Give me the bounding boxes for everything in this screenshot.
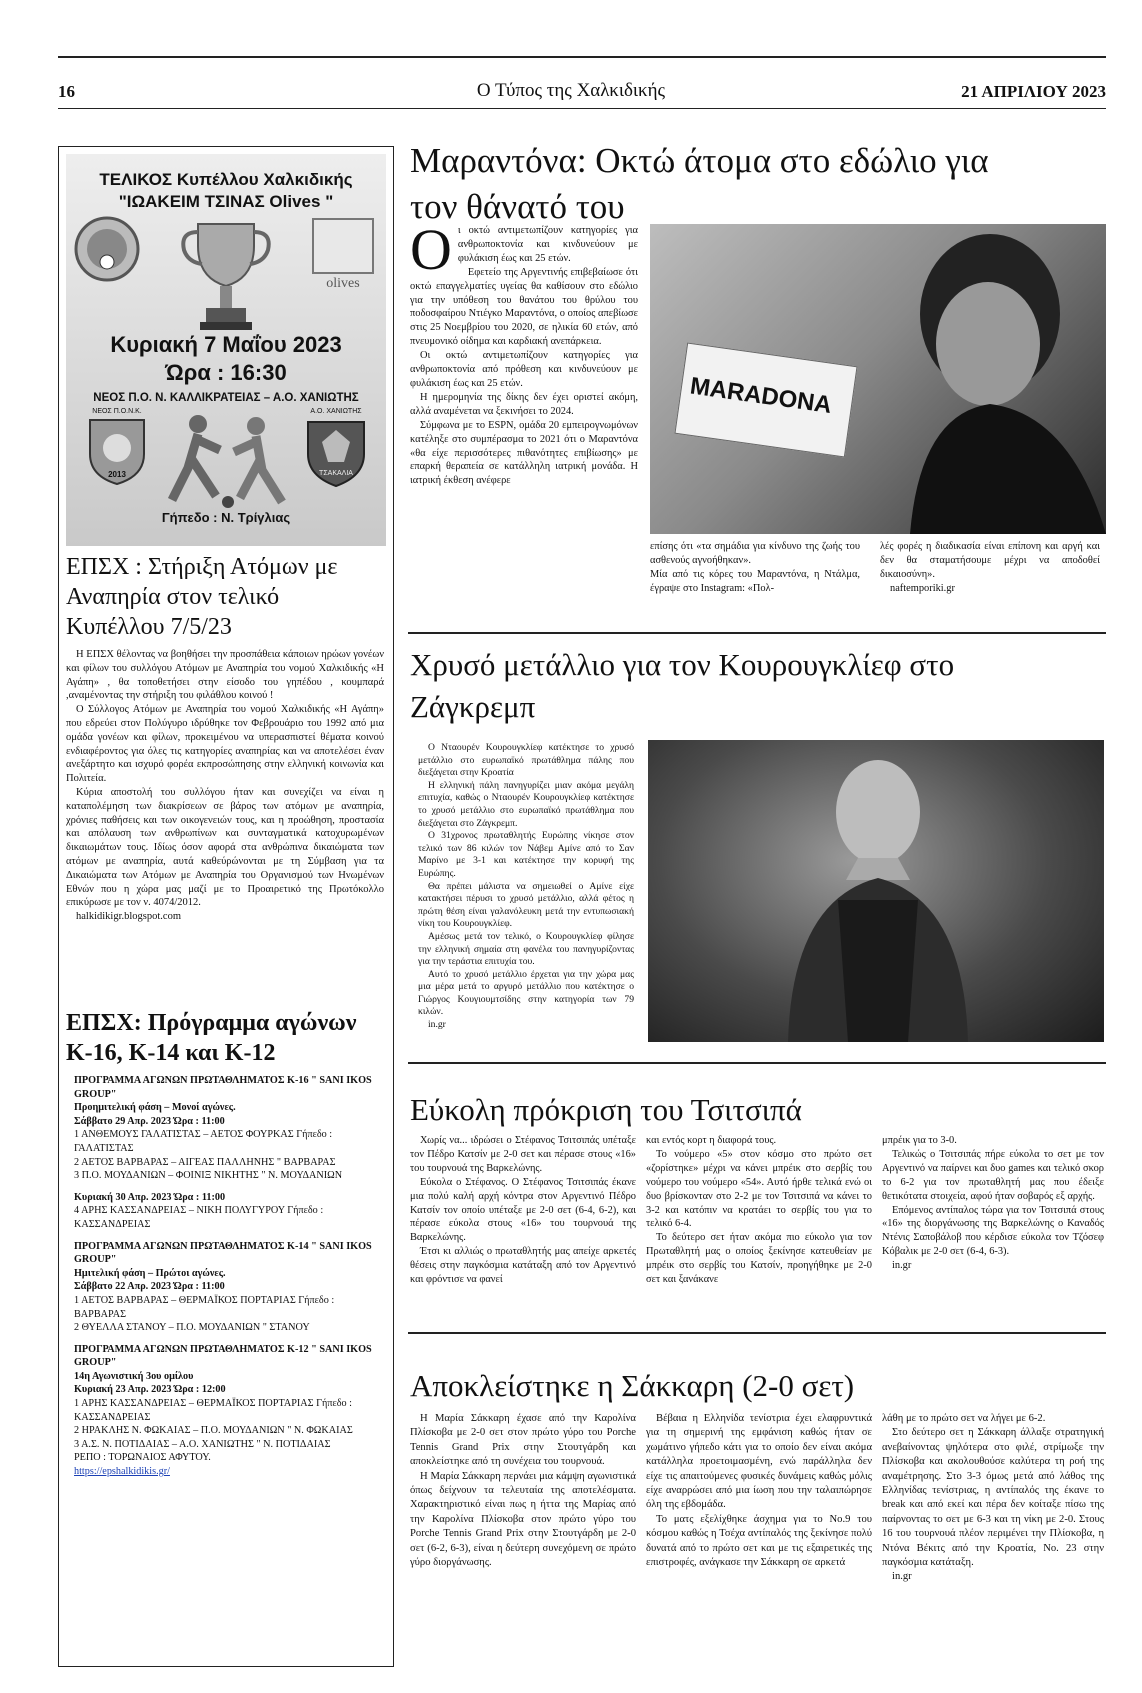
k12-rest: ΡΕΠΟ : ΤΟΡΩΝΑΙΟΣ ΑΦΥΤΟΥ. [74,1452,211,1464]
sakkari-paragraph: Το ματς εξελίχθηκε άσχημα για το Νο.9 του κόσμου καθώς η Τσέχα αντίπαλός της ξεκίνησε πολύ δυνατά από το πρώτο σετ και με τις εξαιρετικές της επιστροφές, ανάγκασε την Σάκκαρη σε αρκετά [646,1513,872,1569]
k16-day2: Κυριακή 30 Απρ. 2023 Ώρα : 11:00 [74,1191,226,1203]
neos-badge-name: ΝΕΟΣ Π.Ο.Ν.Κ. [92,408,142,415]
sakkari-paragraph: Η Μαρία Σάκκαρη έχασε από την Καρολίνα Πλίσκοβα με 2-0 σετ στον πρώτο γύρο του Porche Tennis Grand Prix στην Στουτγάρδη και αποκλείστηκε από τη συνέχεια του τουρνουά. [410,1413,636,1468]
epsx-schedule-headline: ΕΠΣΧ: Πρόγραμμα αγώνων Κ-16, Κ-14 και Κ-12 [66,1010,357,1066]
wrestler-photo [648,740,1104,1042]
tsitsipas-paragraph: Έτσι κι αλλιώς ο πρωταθλητής μας απείχε αρκετές θέσεις στην παγκόσμια κατάταξη από τον Αργεντινό και φρόντισε να φανεί [410,1246,636,1286]
k16-day1: Σάββατο 29 Απρ. 2023 Ώρα : 11:00 [74,1115,225,1127]
neos-badge-year: 2013 [108,470,126,479]
maradona-sign-text: MARADONA [688,372,834,420]
poster-date: Κυριακή 7 Μαΐου 2023 [110,332,342,357]
epsx-link[interactable]: https://epshalkidikis.gr/ [74,1466,170,1478]
tsitsipas-paragraph: Εύκολα ο Στέφανος. Ο Στέφανος Τσιτσιπάς έκανε μια πολύ καλή αρχή κόντρα στον Αργεντινό Πέδρο Κατσίν τον οποίο υπέταξε με 2-0 σετ (6-4, 6-2), και πέρασε εύκολα στους «16» του τουρνουά της Βαρκελώνης. [410,1176,636,1244]
sakkari-source: in.gr [892,1571,912,1583]
left-crest-icon [72,214,142,284]
rule-1 [408,632,1106,634]
k16-match: 3 Π.Ο. ΜΟΥΔΑΝΙΩΝ – ΦΟΙΝΙΞ ΝΙΚΗΤΗΣ " Ν. ΜΟΥΔΑΝΙΩΝ [74,1170,343,1182]
final-cup-poster [66,154,386,546]
top-rule [58,56,1106,58]
rule-2 [408,1062,1106,1064]
poster-venue: Γήπεδο : Ν. Τρίγλιας [161,510,291,525]
sakkari-paragraph: Η Μαρία Σάκκαρη περνάει μια κάμψη αγωνιστικά όπως δείχνουν τα τελευταία της αποτελέσματα. Χαρακτηριστικό είναι πως η ήττα της Μαρίας από την Καρολίνα Πλίσκοβα στον πρώτο γύρο του Porche Tennis Grand Prix στην Στουτγάρδη με 2-0 σετ (6-2, 6-3), είναι η δεύτερη συνεχόμενη σε πρώτο γύρο διοργάνωσης. [410,1470,636,1569]
k12-header: ΠΡΟΓΡΑΜΜΑ ΑΓΩΝΩΝ ΠΡΩΤΑΘΛΗΜΑΤΟΣ Κ-12 " SANI IKOS GROUP" [74,1343,372,1369]
sakkari-paragraph: λάθη με το πρώτο σετ να λήγει με 6-2. [882,1413,1046,1424]
sakkari-paragraph: Βέβαια η Ελληνίδα τενίστρια έχει ελαφρυντικά για τη σημερινή της εμφάνιση καθώς ήταν σε χωμάτινο γήπεδο κάτι για το οποίο δεν είναι ακόμα κατάλληλα προετοιμασμένη, ενώ παράλληλα δεν είχε τις απαιτούμενες φυσικές δυνάμεις καθώς μόλις είχε αναρρώσει από μια ίωση που την ταλαιπώρησε όλη της εβδομάδα. [646,1413,872,1511]
kourougliev-paragraph: Θα πρέπει μάλιστα να σημειωθεί ο Αμίνε είχε κατακτήσει πέρυσι το χρυσό μετάλλιο, αλλά φέτος η πρώτη θέση είναι γαλανόλευκη μετά την εντυπωσιακή νίκη του Κουρουγκλίεφ. [418,880,634,930]
tsitsipas-paragraph: μπρέικ για το 3-0. [882,1135,957,1146]
maradona-paragraph: Η ημερομηνία της δίκης δεν έχει οριστεί ακόμη, αλλά αναμένεται να ξεκινήσει το 2024. [410,391,638,417]
maradona-col3-text: λές φορές η διαδικασία είναι επίπονη και αργή και δεν θα σταματήσουμε μέχρι να αποδοθεί δικαιοσύνη». [880,541,1100,580]
maradona-dropcap: Ο [410,217,452,282]
epsx-paragraph: Η ΕΠΣΧ θέλοντας να βοηθήσει την προσπάθεια κάποιων ηρώων γονέων και φίλων του συλλόγου Ατόμων με Αναπηρία του νομού Χαλκιδικής «Η Αγάπη» , θα τοποθετήσει στην είσοδο του γηπέδου , κουμπαρά ,αναμένοντας την στήριξη του φιλάθλου κοινού ! [66,649,384,702]
wrestler-silhouette-icon [768,750,988,1042]
kourougliev-paragraph: Η ελληνική πάλη πανηγυρίζει μιαν ακόμα μεγάλη επιτυχία, καθώς ο Νταουρέν Κουρουγκλίεφ κατέκτησε το χρυσό μετάλλιο στο ευρωπαϊκό πρωτάθλημα που διεξάγεται στο Ζάγκρεμπ. [418,779,634,829]
k12-match: 2 ΗΡΑΚΛΗΣ Ν. ΦΩΚΑΙΑΣ – Π.Ο. ΜΟΥΔΑΝΙΩΝ " Ν. ΦΩΚΑΙΑΣ [74,1425,353,1437]
maradona-headline: Μαραντόνα: Οκτώ άτομα στο εδώλιο για τον θάνατό του [410,141,989,226]
k12-match: 1 ΑΡΗΣ ΚΑΣΣΑΝΔΡΕΙΑΣ – ΘΕΡΜΑΪΚΟΣ ΠΟΡΤΑΡΙΑΣ Γήπεδο : ΚΑΣΣΑΝΔΡΕΙΑΣ [74,1398,353,1423]
k14-match: 2 ΘΥΕΛΛΑ ΣΤΑΝΟΥ – Π.Ο. ΜΟΥΔΑΝΙΩΝ " ΣΤΑΝΟΥ [74,1322,310,1334]
newspaper-title: Ο Τύπος της Χαλκιδικής [476,80,666,101]
chaniotis-badge-name: Α.Ο. ΧΑΝΙΩΤΗΣ [310,408,362,415]
maradona-source: naftemporiki.gr [890,582,955,594]
page-number: 16 [58,82,75,101]
tsitsipas-paragraph: Το νούμερο «5» στον κόσμο στο πρώτο σετ «ζορίστηκε» μέχρι να κάνει μπρέικ στο σερβίς του νούμερο του νούμερο «54». Αυτό ήρθε τελικά ενώ οι δυο βρίσκονταν στο 2-2 με τον Τσιτσιπά να κάνει το 3-2 και κατόπιν να κρατάει το σερβίς του για το τελικό 6-4. [646,1148,872,1230]
maradona-paragraph: Εφετείο της Αργεντινής επιβεβαίωσε ότι οκτώ επαγγελματίες υγείας θα καθίσουν στο εδώλιο για την υπόθεση του θανάτου του θρύλου του ποδοσφαίρου Ντιέγκο Μαραντόνα, ο οποίος απεβίωσε στις 25 Νοεμβρίου του 2020, σε ηλικία 60 ετών, από πνευμονικό οίδημα και καρδιακή ανεπάρκεια. [410,266,638,348]
maradona-photo [650,224,1106,534]
tsitsipas-paragraph: Χωρίς να... ιδρώσει ο Στέφανος Τσιτσιπάς υπέταξε τον Πέδρο Κατσίν με 2-0 σετ και πέρασε στους «16» του τουρνουά της Βαρκελώνης. [410,1135,636,1174]
epsx-support-body [66,648,384,924]
tsitsipas-col3 [882,1134,1104,1273]
tsitsipas-paragraph: Το δεύτερο σετ ήταν ακόμα πιο εύκολο για τον Πρωταθλητή μας ο οποίος ξεκίνησε κατευθείαν με μπρέικ στο σερβίς του Κατσίν, προηγήθηκε με 2-0 σετ και ξανάκανε [646,1232,872,1286]
chaniotis-badge-area: ΤΣΑΚΑΛΙΑ [319,470,353,477]
kourougliev-paragraph: Αυτό το χρυσό μετάλλιο έρχεται για την χώρα μας μια μέρα μετά το αργυρό μετάλλιο που κατέκτησε ο Γιώργος Κουγιουμτσίδης στην κατηγορία των 79 κιλών. [418,968,634,1018]
k16-match: 4 ΑΡΗΣ ΚΑΣΣΑΝΔΡΕΙΑΣ – ΝΙΚΗ ΠΟΛΥΓΥΡΟΥ Γήπεδο : ΚΑΣΣΑΝΔΡΕΙΑΣ [74,1205,324,1230]
kourougliev-headline: Χρυσό μετάλλιο για τον Κουρουγκλίεφ στο Ζάγκρεμπ [410,647,955,724]
sakkari-col1 [410,1412,636,1570]
tsitsipas-paragraph: Τελικώς ο Τσιτσιπάς πήρε εύκολα το σετ με τον Αργεντινό να παίρνει και δυο games και τελικό σκορ το 6-2 για τον πρωταθλητή μας που έδειξε θετικότατα στοιχεία, αφού ήταν σοβαρός εξ αρχής. [882,1148,1104,1202]
maradona-sign [674,342,857,457]
header-rule [58,108,1106,109]
epsx-paragraph: Ο Σύλλογος Ατόμων με Αναπηρία του νομού Χαλκιδικής «Η Αγάπη» που εδρεύει στον Πολύγυρο ιδρύθηκε τον Φεβρουάριο του 1992 από μια ομάδα γονέων και φίλων, προκειμένου να υπερασπιστεί θέματα κοινού ενδιαφέροντος για όλες τις κατηγορίες αναπηρίας και να αποτελέσει έναν ανεξάρτητο και ισχυρό φορέα εκπροσώπησης στην ελληνική κοινωνία και Πολιτεία. [66,704,384,785]
poster-line2: "ΙΩΑΚΕΙΜ ΤΣΙΝΑΣ Olives " [118,192,334,211]
maradona-col3 [880,540,1100,596]
players-silhouette-icon [158,410,298,510]
issue-date: 21 ΑΠΡΙΛΙΟΥ 2023 [961,82,1106,101]
epsx-schedule [74,1074,384,1479]
poster-time: Ώρα : 16:30 [165,360,287,385]
maradona-paragraph: Σύμφωνα με το ESPN, ομάδα 20 εμπειρογνωμόνων κατέληξε στο συμπέρασμα το 2021 ότι ο Μαραντόνα «θα είχε περισσότερες πιθανότητες επιβίωσης» με επαρκή θεραπεία σε κατάλληλη ιατρική μονάδα. Η ιατρική έκθεση ανέφερε [410,419,638,487]
kourougliev-paragraph: Ο 31χρονος πρωταθλητής Ευρώπης νίκησε στον τελικό των 86 κιλών τον Νάβεμ Αμίνε από το Σαν Μαρίνο με 3-1 και κατέκτησε την κορυφή της Ευρώπης. [418,830,634,879]
trophy-icon [176,216,276,336]
rule-3 [408,1332,1106,1334]
kourougliev-source: in.gr [428,1019,446,1031]
k12-match: 3 Α.Σ. Ν. ΠΟΤΙΔΑΙΑΣ – Α.Ο. ΧΑΝΙΩΤΗΣ " Ν. ΠΟΤΙΔΑΙΑΣ [74,1438,331,1450]
k12-day: Κυριακή 23 Απρ. 2023 Ώρα : 12:00 [74,1384,226,1396]
person-silhouette-icon [880,224,1106,534]
k14-match: 1 ΑΕΤΟΣ ΒΑΡΒΑΡΑΣ – ΘΕΡΜΑΪΚΟΣ ΠΟΡΤΑΡΙΑΣ Γήπεδο : ΒΑΡΒΑΡΑΣ [74,1294,335,1320]
k14-phase: Ημιτελική φάση – Πρώτοι αγώνες. [74,1267,226,1279]
olives-logo [312,218,374,274]
chaniotis-badge-icon [304,416,368,488]
k12-phase: 14η Αγωνιστική 3ου ομίλου [74,1370,194,1382]
sakkari-col3 [882,1412,1104,1585]
tsitsipas-paragraph: Επόμενος αντίπαλος τώρα για τον Τσιτσιπά στους «16» της διοργάνωσης της Βαρκελώνης ο Καναδός Ντένις Σαποβάλοβ που κέρδισε εύκολα τον Τζόσεφ Κόβαλικ με 2-0 σετ (6-4, 6-3). [882,1204,1104,1258]
k14-day: Σάββατο 22 Απρ. 2023 Ώρα : 11:00 [74,1281,225,1293]
maradona-col2: επίσης ότι «τα σημάδια για κίνδυνο της ζωής του ασθενούς αγνοήθηκαν». Μία από τις κόρες του Μαραντόνα, η Ντάλμα, έγραψε στο Instagram: «Πολ- [650,541,860,594]
olives-brand: olives [326,276,360,291]
k16-match: 2 ΑΕΤΟΣ ΒΑΡΒΑΡΑΣ – ΑΙΓΕΑΣ ΠΑΛΛΗΝΗΣ " ΒΑΡΒΑΡΑΣ [74,1156,336,1168]
k16-phase: Προημιτελική φάση – Μονοί αγώνες. [74,1102,236,1114]
sakkari-col2 [646,1412,872,1570]
maradona-first-paragraph: ι οκτώ αντιμετωπίζουν κατηγορίες για ανθρωποκτονία και κινδυνεύουν με φυλάκιση έως και 25 ετών. [457,225,638,264]
sakkari-headline: Αποκλείστηκε η Σάκκαρη (2-0 σετ) [410,1368,855,1403]
kourougliev-paragraph: Αμέσως μετά τον τελικό, ο Κουρουγκλίεφ φίλησε την ελληνική σημαία στη φανέλα του πανηγυρίζοντας για την τεράστια επιτυχία του. [418,930,634,968]
tsitsipas-col1 [410,1134,636,1287]
maradona-paragraph: Οι οκτώ αντιμετωπίζουν κατηγορίες για ανθρωποκτονία από πρόθεση και κινδυνεύουν με φυλάκιση έως και 25 ετών. [410,350,638,389]
epsx-paragraph: Κύρια αποστολή του συλλόγου ήταν και συνεχίζει να είναι η καταπολέμηση των διακρίσεων σε βάρος των ατόμων με αναπηρία, χρόνιες παθήσεις και των οικογενειών τους, και η προώθηση, προστασία και απόλαυση των ανθρωπίνων και συνταγματικά κατοχυρωμένων δικαιωμάτων τους. Ιδίως όσον αφορά στα ανθρώπινα δικαιώματα των ατόμων με αναπηρία, αυτά καθεύρώνονται με τη Σύμβαση για τα Δικαιώματα των Ατόμων με Αναπηρία του Οργανισμού των Ηνωμένων Εθνών που η χώρα μας μαζί με το Προαιρετικό της Πρωτόκολλο επικύρωσε με τον ν. 4074/2012. [66,786,384,909]
tsitsipas-paragraph: και εντός κορτ η διαφορά τους. [646,1135,777,1146]
sakkari-paragraph: Στο δεύτερο σετ η Σάκκαρη άλλαξε στρατηγική ανεβαίνοντας ψηλότερα στο φιλέ, στρίμωξε την Πλίσκοβα και ακολουθούσε καλύτερα τη ροή της αναμέτρησης. Στο 3-3 όμως μετά από λάθος της Ελληνίδας τενίστριας, η αντίπαλός της έκανε το break και από εκεί και πέρα δεν κοίταξε πίσω της παίρνοντας το σετ με 6-3 και τη νίκη με 2-0. Στους 16 του τουρνουά πλέον περιμένει την Πλίσκοβα, η Ντόνα Βέκιτς από την Κροατία, Νο. 23 στην παγκόσμια κατάταξη. [882,1427,1104,1569]
kourougliev-paragraph: Ο Νταουρέν Κουρουγκλίεφ κατέκτησε το χρυσό μετάλλιο στο ευρωπαϊκό πρωτάθλημα πάλης που διεξάγεται στην Κροατία [418,742,634,779]
tsitsipas-source: in.gr [892,1260,912,1272]
k14-header: ΠΡΟΓΡΑΜΜΑ ΑΓΩΝΩΝ ΠΡΩΤΑΘΛΗΜΑΤΟΣ Κ-14 " SANI IKOS GROUP" [74,1240,372,1266]
k16-header: ΠΡΟΓΡΑΜΜΑ ΑΓΩΝΩΝ ΠΡΩΤΑΘΛΗΜΑΤΟΣ Κ-16 " SANI IKOS GROUP" [74,1075,372,1100]
k16-match: 1 ΑΝΘΕΜΟΥΣ ΓΑΛΑΤΙΣΤΑΣ – ΑΕΤΟΣ ΦΟΥΡΚΑΣ Γήπεδο : ΓΑΛΑΤΙΣΤΑΣ [74,1129,333,1154]
tsitsipas-headline: Εύκολη πρόκριση του Τσιτσιπά [410,1092,802,1127]
tsitsipas-col2 [646,1134,872,1287]
maradona-body [410,217,638,488]
kourougliev-body [418,742,634,1032]
poster-line1: ΤΕΛΙΚΟΣ Κυπέλλου Χαλκιδικής [99,170,353,189]
poster-teams: ΝΕΟΣ Π.Ο. Ν. ΚΑΛΛΙΚΡΑΤΕΙΑΣ – Α.Ο. ΧΑΝΙΩΤΗΣ [93,392,359,404]
epsx-source: halkidikigr.blogspot.com [76,911,181,923]
epsx-support-headline: ΕΠΣΧ : Στήριξη Ατόμων με Αναπηρία στον τελικό Κυπέλλου 7/5/23 [66,554,338,640]
